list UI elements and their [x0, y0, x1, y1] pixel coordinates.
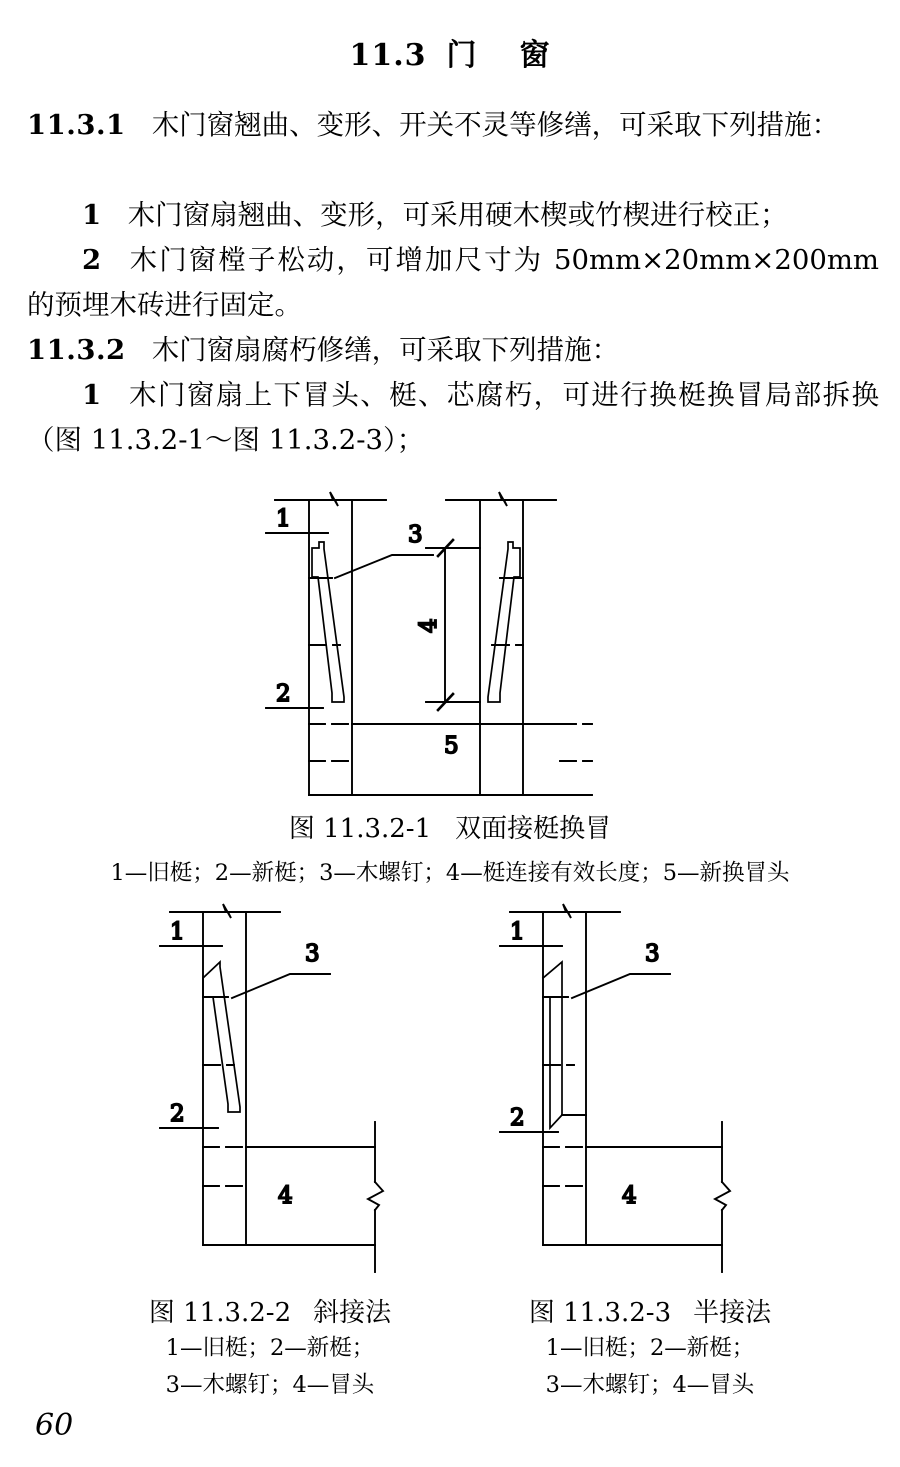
- paragraph-11-3-1-item-1: [27, 193, 879, 238]
- clause-number-11-3-1: 11.3.1: [27, 109, 126, 141]
- section-heading-word-window: 窗: [519, 38, 551, 73]
- paragraph-11-3-2: [27, 328, 879, 373]
- callout-2-label: 2: [276, 681, 291, 707]
- figure-11-3-2-3-legend: [460, 1330, 840, 1404]
- fig3-callout-3-label: 3: [645, 941, 660, 967]
- figure-11-3-2-2-caption-label: 图 11.3.2-2: [148, 1298, 292, 1328]
- figure-11-3-2-3-legend-line-2: 3—木螺钉；4—冒头: [545, 1372, 755, 1398]
- list-number-1: 1: [82, 199, 102, 231]
- figure-11-3-2-3-caption-title: 半接法: [693, 1298, 772, 1328]
- fig2-callout-1-label: 1: [170, 919, 185, 945]
- figure-11-3-2-3-drawing: [490, 900, 770, 1285]
- paragraph-11-3-1: [27, 103, 879, 148]
- figure-11-3-2-1-caption-title: 双面接梃换冒: [455, 814, 612, 844]
- figure-11-3-2-3: [490, 900, 770, 1285]
- fig3-break-symbol-right: [715, 1182, 730, 1210]
- figure-11-3-2-2-drawing: [150, 900, 430, 1285]
- wood-screw-shape-right: [488, 542, 520, 702]
- figure-11-3-2-3-caption-label: 图 11.3.2-3: [528, 1298, 672, 1328]
- clause-number-11-3-2: 11.3.2: [27, 334, 126, 366]
- paragraph-11-3-1-item-2: [27, 238, 879, 328]
- page-number: 60: [35, 1408, 74, 1443]
- fig3-callout-4-label: 4: [622, 1183, 637, 1209]
- fig3-callout-1-label: 1: [510, 919, 525, 945]
- figure-11-3-2-1-legend: 1—旧梃；2—新梃；3—木螺钉；4—梃连接有效长度；5—新换冒头: [110, 860, 790, 886]
- fig2-break-symbol-right: [368, 1182, 383, 1210]
- clause-text-11-3-1: 木门窗翘曲、变形、开关不灵等修缮，可采取下列措施：: [151, 109, 840, 141]
- fig2-callout-4-label: 4: [278, 1183, 293, 1209]
- section-heading-number: 11.3: [349, 38, 427, 73]
- break-symbol-top-right: [487, 492, 521, 506]
- list-text-2: 木门窗樘子松动，可增加尺寸为 50mm×20mm×200mm 的预埋木砖进行固定。: [27, 244, 879, 321]
- figure-11-3-2-2-caption: [80, 1292, 460, 1329]
- figure-11-3-2-2-legend-line-2: 3—木螺钉；4—冒头: [165, 1372, 375, 1398]
- section-heading: [0, 30, 900, 74]
- fig3-wood-screw-shape: [543, 962, 562, 1128]
- callout-4-label: 4: [416, 618, 442, 633]
- figure-11-3-2-1-drawing: [240, 480, 660, 810]
- fig2-callout-3-label: 3: [305, 941, 320, 967]
- fig2-callout-2-label: 2: [170, 1101, 185, 1127]
- fig2-break-symbol-top: [212, 904, 245, 918]
- callout-1-label: 1: [276, 506, 291, 532]
- fig2-wood-screw-shape: [203, 962, 240, 1112]
- fig3-break-symbol-top: [552, 904, 585, 918]
- figure-11-3-2-1: [240, 480, 660, 810]
- fig3-callout-2-label: 2: [510, 1105, 525, 1131]
- figure-11-3-2-3-legend-line-1: 1—旧梃；2—新梃；: [545, 1335, 755, 1361]
- break-symbol-top-left: [318, 492, 352, 506]
- figure-11-3-2-2-caption-title: 斜接法: [313, 1298, 392, 1328]
- figure-11-3-2-2: [150, 900, 430, 1285]
- wood-screw-shape-left: [312, 542, 344, 702]
- list-number-1-b: 1: [82, 379, 102, 411]
- paragraph-11-3-2-item-1: [27, 373, 879, 463]
- clause-text-11-3-2: 木门窗扇腐朽修缮，可采取下列措施：: [151, 334, 620, 366]
- list-number-2: 2: [82, 244, 102, 276]
- figure-11-3-2-1-caption-label: 图 11.3.2-1: [288, 814, 432, 844]
- callout-5-label: 5: [444, 733, 459, 759]
- figure-11-3-2-3-caption: [460, 1292, 840, 1329]
- callout-3-leader: [335, 555, 433, 578]
- figure-11-3-2-2-legend-line-1: 1—旧梃；2—新梃；: [165, 1335, 375, 1361]
- figure-11-3-2-1-caption: [0, 808, 900, 845]
- list-text-1: 木门窗扇翘曲、变形，可采用硬木楔或竹楔进行校正；: [127, 199, 788, 231]
- figure-11-3-2-2-legend: [80, 1330, 460, 1404]
- list-text-1-b: 木门窗扇上下冒头、梃、芯腐朽，可进行换梃换冒局部拆换（图 11.3.2-1～图 11.3.2-3）；: [27, 379, 879, 456]
- section-heading-word-door: 门: [446, 38, 478, 73]
- callout-3-label: 3: [408, 522, 423, 548]
